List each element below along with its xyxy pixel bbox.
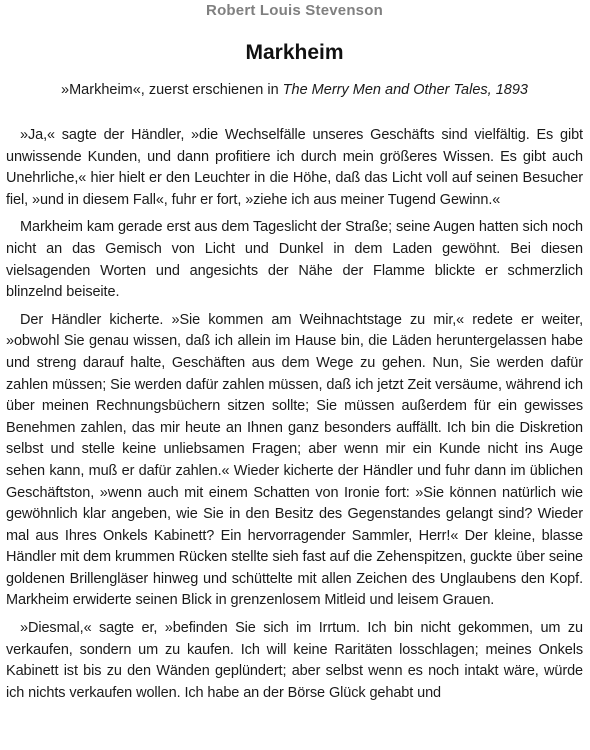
paragraph: Der Händler kicherte. »Sie kommen am Weihnachtstage zu mir,« redete er weiter, »obwohl Sie genau wissen, daß ich allein im Hause bin, die Läden heruntergelassen habe und streng darauf halte, Geschäften aus dem Wege zu gehen. Nun, Sie werden dafür zahlen müssen; Sie werden dafür zahlen müssen, daß ich jetzt Zeit versäume, während ich über meinen Rechnungsbüchern sitzen sollte; Sie müssen außerdem für ein gewisses Benehmen zahlen, das mir heute an Ihnen ganz besonders auffällt. Ich bin die Diskretion selbst und stelle keine unliebsamen Fragen; aber wenn mir ein Kunde nicht ins Auge sehen kann, muß er dafür zahlen.« Wieder kicherte der Händler und fuhr dann im üblichen Geschäftston, »wenn auch mit einem Schatten von Ironie fort: »Sie können natürlich wie gewöhnlich klar angeben, wie Sie in den Besitz des Gegenstandes gelangt sind? Wieder mal aus Ihres Onkels Kabinett? Ein hervorragender Sammler, Herr!« Der kleine, blasse Händler mit dem krummen Rücken stellte sieh fast auf die Zehenspitzen, guckte über seine goldenen Brillengläser hinweg und schüttelte mit allen Zeichen des Unglaubens den Kopf. Markheim erwiderte seinen Blick in grenzenlosem Mitleid und leisem Grauen.	[6, 311, 583, 609]
paragraph: »Diesmal,« sagte er, »befinden Sie sich im Irrtum. Ich bin nicht gekommen, um zu verkaufen, sondern um zu kaufen. Ich will keine Raritäten losschlagen; meines Onkels Kabinett ist bis zu den Wänden geplündert; aber selbst wenn es noch intakt wäre, würde ich nichts verkaufen wollen. Ich habe an der Börse Glück gehabt und	[6, 620, 583, 701]
story-body	[6, 125, 583, 704]
publication-note	[6, 80, 583, 100]
page-title: Markheim	[245, 41, 344, 64]
publication-book-title: The Merry Men and Other Tales, 1893	[282, 82, 528, 98]
author-name: Robert Louis Stevenson	[206, 2, 383, 19]
publication-note-prefix: »Markheim«, zuerst erschienen in	[61, 82, 283, 98]
paragraph: Markheim kam gerade erst aus dem Tageslicht der Straße; seine Augen hatten sich noch nicht an das Gemisch von Licht und Dunkel in dem Laden gewöhnt. Bei diesen vielsagenden Worten und angesichts der Nähe der Flamme blickte er schmerzlich blinzelnd beiseite.	[6, 219, 583, 301]
paragraph: »Ja,« sagte der Händler, »die Wechselfälle unseres Geschäfts sind vielfältig. Es gibt unwissende Kunden, und dann profitiere ich durch mein größeres Wissen. Es gibt auch Unehrliche,« hier hielt er den Leuchter in die Höhe, daß das Licht voll auf seinen Besucher fiel, »und in diesem Fall«, fuhr er fort, »ziehe ich aus meiner Tugend Gewinn.«	[6, 127, 583, 208]
